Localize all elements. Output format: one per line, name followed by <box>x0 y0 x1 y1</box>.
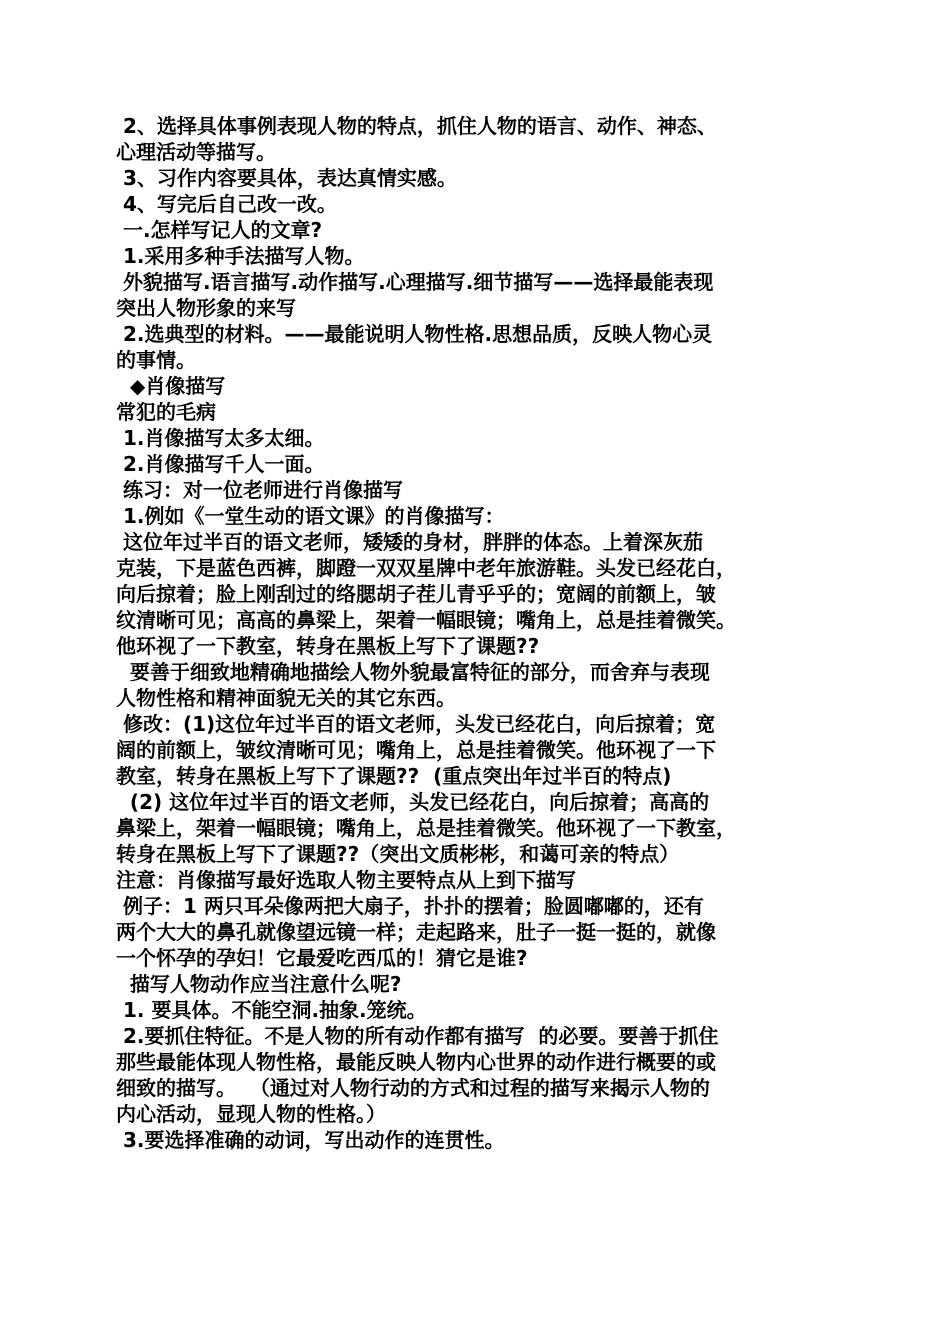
text-line: 2.要抓住特征。不是人物的所有动作都有描写 的必要。要善于抓住 <box>116 1024 719 1048</box>
text-line: 2.肖像描写千人一面。 <box>116 452 325 476</box>
text-line: 3.要选择准确的动词，写出动作的连贯性。 <box>116 1128 505 1152</box>
text-line: 例子：1 两只耳朵像两把大扇子，扑扑的摆着；脸圆嘟嘟的，还有 <box>116 894 704 918</box>
text-line: 一.怎样写记人的文章? <box>116 218 323 242</box>
text-line: 细致的描写。 （通过对人物行动的方式和过程的描写来揭示人物的 <box>116 1076 710 1100</box>
text-line: 两个大大的鼻孔就像望远镜一样；走起路来，肚子一挺一挺的，就像 <box>116 920 716 944</box>
text-line: 心理活动等描写。 <box>116 140 276 164</box>
text-line: 他环视了一下教室，转身在黑板上写下了课题?? <box>116 634 540 658</box>
text-line: 向后掠着；脸上刚刮过的络腮胡子茬儿青乎乎的；宽阔的前额上，皱 <box>116 582 716 606</box>
text-line: 常犯的毛病 <box>116 400 216 424</box>
text-line: 1.例如《一堂生动的语文课》的肖像描写： <box>116 504 505 528</box>
text-line: 突出人物形象的来写 <box>116 296 296 320</box>
text-line: 一个怀孕的孕妇！它最爱吃西瓜的！猜它是谁? <box>116 946 528 970</box>
text-line: 练习：对一位老师进行肖像描写 <box>116 478 403 502</box>
text-line: 要善于细致地精确地描绘人物外貌最富特征的部分，而舍弃与表现 <box>116 660 710 684</box>
text-line: 转身在黑板上写下了课题??（突出文质彬彬，和蔼可亲的特点） <box>116 842 680 866</box>
text-line: 这位年过半百的语文老师，矮矮的身材，胖胖的体态。上着深灰茄 <box>116 530 703 554</box>
text-line: 修改：(1)这位年过半百的语文老师，头发已经花白，向后掠着；宽 <box>116 712 716 736</box>
text-line: 纹清晰可见；高高的鼻梁上，架着一幅眼镜；嘴角上，总是挂着微笑。 <box>116 608 736 632</box>
text-line: 那些最能体现人物性格，最能反映人物内心世界的动作进行概要的或 <box>116 1050 716 1074</box>
text-line: 阔的前额上，皱纹清晰可见；嘴角上，总是挂着微笑。他环视了一下 <box>116 738 716 762</box>
text-line: 内心活动，显现人物的性格。） <box>116 1102 386 1126</box>
document-body <box>116 113 856 1153</box>
text-line: 描写人物动作应当注意什么呢? <box>116 972 402 996</box>
text-line: 克装，下是蓝色西裤，脚蹬一双双星牌中老年旅游鞋。头发已经花白， <box>116 556 736 580</box>
text-line: 1. 要具体。不能空洞.抽象.笼统。 <box>116 998 427 1022</box>
text-line: 外貌描写.语言描写.动作描写.心理描写.细节描写——选择最能表现 <box>116 270 714 294</box>
text-line: 3、习作内容要具体，表达真情实感。 <box>116 166 457 190</box>
text-line: 1.肖像描写太多太细。 <box>116 426 325 450</box>
text-line: 2、选择具体事例表现人物的特点，抓住人物的语言、动作、神态、 <box>116 114 717 138</box>
text-line: 的事情。 <box>116 348 196 372</box>
text-line: ◆肖像描写 <box>116 374 226 398</box>
text-line: (2) 这位年过半百的语文老师，头发已经花白，向后掠着；高高的 <box>116 790 710 814</box>
text-line: 鼻梁上，架着一幅眼镜；嘴角上，总是挂着微笑。他环视了一下教室， <box>116 816 736 840</box>
text-line: 人物性格和精神面貌无关的其它东西。 <box>116 686 456 710</box>
text-line: 1.采用多种手法描写人物。 <box>116 244 365 268</box>
text-line: 注意：肖像描写最好选取人物主要特点从上到下描写 <box>116 868 576 892</box>
text-line: 2.选典型的材料。——最能说明人物性格.思想品质，反映人物心灵 <box>116 322 713 346</box>
text-line: 教室，转身在黑板上写下了课题?? (重点突出年过半百的特点) <box>116 764 672 788</box>
text-line: 4、写完后自己改一改。 <box>116 192 337 216</box>
